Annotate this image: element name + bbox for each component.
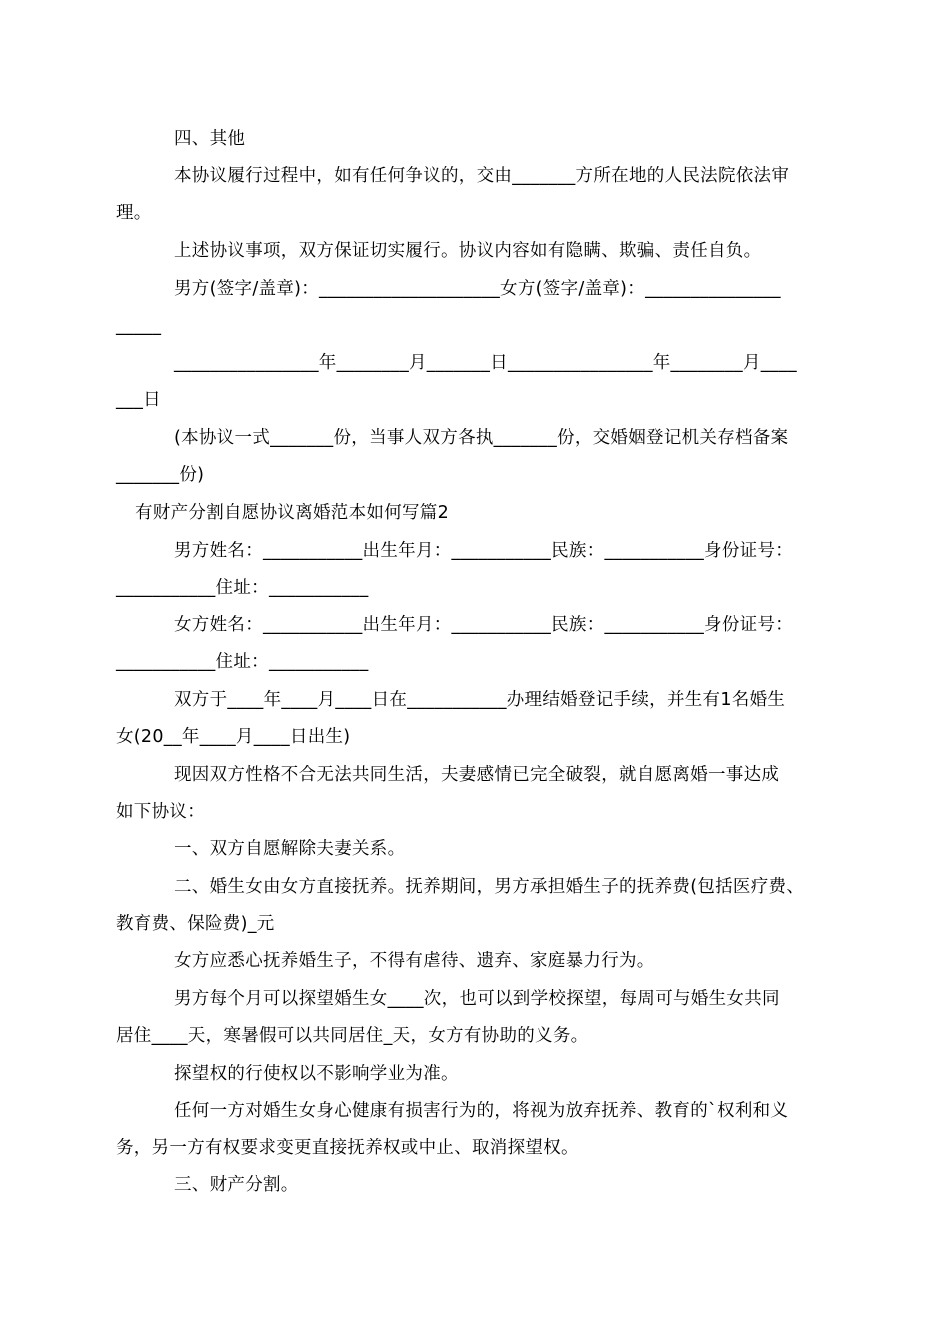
paragraph-guarantee: 上述协议事项，双方保证切实履行。协议内容如有隐瞒、欺骗、责任自负。 bbox=[174, 241, 762, 261]
date-line-cont: ___日 bbox=[116, 390, 161, 410]
clause-2-cont: 教育费、保险费)_元 bbox=[116, 914, 275, 934]
copies-note-cont: _______份) bbox=[116, 465, 205, 485]
copies-note: (本协议一式_______份，当事人双方各执_______份，交婚姻登记机关存档备案 bbox=[174, 428, 789, 448]
section-heading-property: 三、财产分割。 bbox=[174, 1175, 299, 1195]
marriage-registration-cont: 女(20__年____月____日出生) bbox=[116, 727, 351, 747]
paragraph-visitation-cont: 居住____天，寒暑假可以共同居住_天，女方有协助的义务。 bbox=[116, 1026, 589, 1046]
paragraph-visitation-rule: 探望权的行使权以不影响学业为准。 bbox=[174, 1064, 459, 1084]
paragraph-harm: 任何一方对婚生女身心健康有损害行为的，将视为放弃抚养、教育的`权利和义 bbox=[174, 1101, 789, 1121]
paragraph-reason-cont: 如下协议： bbox=[116, 802, 205, 822]
marriage-registration: 双方于____年____月____日在___________办理结婚登记手续，并生有1名婚生 bbox=[174, 690, 786, 710]
paragraph-care: 女方应悉心抚养婚生子，不得有虐待、遗弃、家庭暴力行为。 bbox=[174, 951, 655, 971]
paragraph-harm-cont: 务，另一方有权要求变更直接抚养权或中止、取消探望权。 bbox=[116, 1138, 579, 1158]
female-info-line: 女方姓名：___________出生年月：___________民族：___________身份证号： bbox=[174, 615, 794, 635]
male-info-cont: ___________住址：___________ bbox=[116, 578, 369, 598]
paragraph-dispute: 本协议履行过程中，如有任何争议的，交由_______方所在地的人民法院依法审 bbox=[174, 166, 790, 186]
signature-line-cont: _____ bbox=[116, 316, 162, 336]
paragraph-visitation: 男方每个月可以探望婚生女____次，也可以到学校探望，每周可与婚生女共同 bbox=[174, 989, 780, 1009]
section-title-part2: 有财产分割自愿协议离婚范本如何写篇2 bbox=[135, 503, 450, 523]
female-info-cont: ___________住址：___________ bbox=[116, 652, 369, 672]
clause-1: 一、双方自愿解除夫妻关系。 bbox=[174, 839, 406, 859]
clause-2: 二、婚生女由女方直接抚养。抚养期间，男方承担婚生子的抚养费(包括医疗费、 bbox=[174, 877, 805, 897]
section-heading-other: 四、其他 bbox=[174, 129, 246, 149]
signature-line: 男方(签字/盖章)：____________________女方(签字/盖章)：_______________ bbox=[174, 279, 781, 299]
male-info-line: 男方姓名：___________出生年月：___________民族：___________身份证号： bbox=[174, 541, 794, 561]
paragraph-reason: 现因双方性格不合无法共同生活，夫妻感情已完全破裂，就自愿离婚一事达成 bbox=[174, 765, 780, 785]
date-line: ________________年________月_______日________________年________月____ bbox=[174, 353, 797, 373]
paragraph-dispute-cont: 理。 bbox=[116, 203, 152, 223]
